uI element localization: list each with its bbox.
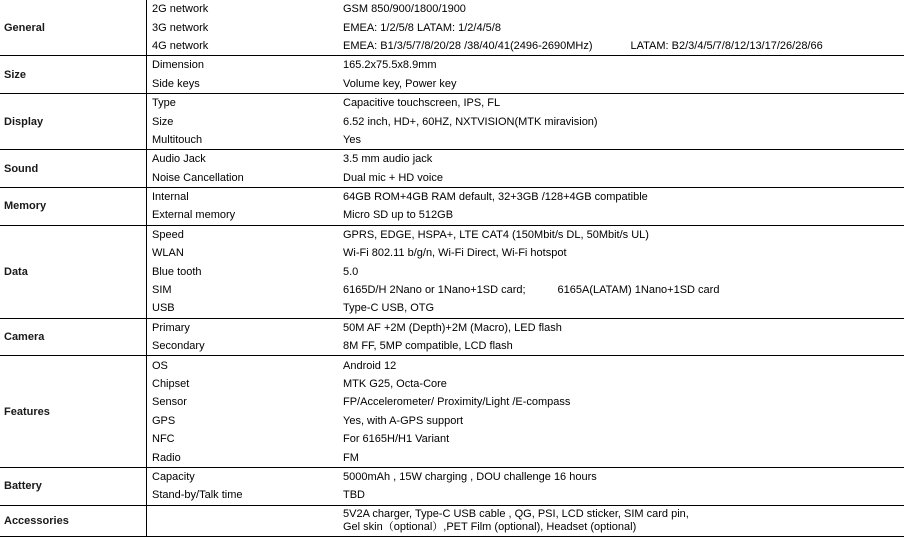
spec-key: 2G network <box>152 3 209 16</box>
section-category: Memory <box>0 187 147 225</box>
spec-value-text: For 6165H/H1 Variant <box>343 433 450 446</box>
spec-key: NFC <box>152 433 175 446</box>
spec-value <box>337 206 904 225</box>
spec-value <box>337 337 904 356</box>
spec-key: Secondary <box>152 340 205 353</box>
spec-row <box>0 93 904 112</box>
spec-value-text: 6.52 inch, HD+, 60HZ, NXTVISION(MTK miravision) <box>343 115 598 128</box>
spec-value <box>337 393 904 411</box>
spec-value <box>337 244 904 262</box>
spec-key: Capacity <box>147 467 338 486</box>
spec-key: Blue tooth <box>152 265 202 278</box>
spec-value <box>337 187 904 206</box>
spec-row <box>0 0 904 18</box>
spec-value <box>337 299 904 318</box>
spec-key: External memory <box>152 209 236 222</box>
spec-value <box>337 0 904 18</box>
spec-value-text: 5000mAh , 15W charging , DOU challenge 16 hours <box>343 470 597 483</box>
section-category: Display <box>0 93 147 149</box>
spec-key: Noise Cancellation <box>152 171 244 184</box>
section-category: Accessories <box>0 505 147 536</box>
spec-value-text: TBD <box>343 489 365 502</box>
spec-value-text: Dual mic + HD voice <box>343 171 443 184</box>
spec-value-text: 50M AF +2M (Depth)+2M (Macro), LED flash <box>343 321 562 334</box>
spec-value-text: Wi-Fi 802.11 b/g/n, Wi-Fi Direct, Wi-Fi hotspot <box>343 247 567 260</box>
spec-row <box>0 318 904 337</box>
spec-value-text: Micro SD up to 512GB <box>343 209 454 222</box>
spec-row <box>0 150 904 169</box>
spec-row <box>0 356 904 375</box>
spec-value <box>337 318 904 337</box>
spec-value-text: FP/Accelerometer/ Proximity/Light /E-compass <box>343 396 571 409</box>
spec-key: Stand-by/Talk time <box>152 489 243 502</box>
spec-row <box>0 467 904 486</box>
spec-row <box>0 187 904 206</box>
spec-row <box>0 505 904 536</box>
spec-key: Multitouch <box>152 133 203 146</box>
section-category: Battery <box>0 467 147 505</box>
spec-value-text: Type-C USB, OTG <box>343 302 435 315</box>
spec-value <box>337 448 904 467</box>
section-category: Size <box>0 56 147 94</box>
spec-key: OS <box>147 356 338 375</box>
spec-value <box>337 262 904 280</box>
spec-row <box>0 225 904 244</box>
spec-value-text: 6165D/H 2Nano or 1Nano+1SD card; <box>343 284 526 297</box>
spec-value <box>337 131 904 150</box>
spec-value-text: 5V2A charger, Type-C USB cable , QG, PSI, LCD sticker, SIM card pin, <box>343 507 689 520</box>
spec-value <box>337 56 904 75</box>
spec-key: Type <box>147 93 338 112</box>
spec-key: Side keys <box>152 77 200 90</box>
section-category: General <box>0 0 147 56</box>
spec-value-text: 8M FF, 5MP compatible, LCD flash <box>343 340 513 353</box>
section-category: Sound <box>0 150 147 188</box>
spec-key: SIM <box>152 284 172 297</box>
section-category: Camera <box>0 318 147 356</box>
spec-value-line2-text: Gel skin（optional）,PET Film (optional), Headset (optional) <box>343 520 637 533</box>
spec-value-text: FM <box>343 451 359 464</box>
spec-key: Speed <box>147 225 338 244</box>
spec-value <box>337 150 904 169</box>
spec-value-text: 64GB ROM+4GB RAM default, 32+3GB /128+4GB compatible <box>343 191 648 204</box>
spec-value <box>337 412 904 430</box>
spec-value-text: Volume key, Power key <box>343 77 457 90</box>
spec-value-text: EMEA: B1/3/5/7/8/20/28 /38/40/41(2496-2690MHz) <box>343 39 593 52</box>
spec-key: Sensor <box>152 396 187 409</box>
spec-key: Size <box>152 115 174 128</box>
spec-key: 3G network <box>152 21 209 34</box>
spec-key: USB <box>152 302 175 315</box>
spec-value <box>337 18 904 36</box>
spec-value-text: EMEA: 1/2/5/8 LATAM: 1/2/4/5/8 <box>343 21 501 34</box>
spec-key: 4G network <box>152 39 209 52</box>
spec-key: Dimension <box>147 56 338 75</box>
spec-value <box>337 169 904 188</box>
spec-value-secondary-text: 6165A(LATAM) 1Nano+1SD card <box>557 284 720 297</box>
spec-value-text: GSM 850/900/1800/1900 <box>343 3 466 16</box>
spec-key: Internal <box>147 187 338 206</box>
spec-key: WLAN <box>152 247 184 260</box>
spec-row <box>0 56 904 75</box>
spec-value <box>337 356 904 375</box>
spec-value <box>337 225 904 244</box>
section-category: Data <box>0 225 147 318</box>
spec-value <box>337 430 904 448</box>
spec-value-text: MTK G25, Octa-Core <box>343 378 447 390</box>
spec-key: Radio <box>152 451 181 464</box>
spec-value <box>337 505 904 536</box>
spec-value-text: Yes, with A-GPS support <box>343 414 464 427</box>
spec-value <box>337 93 904 112</box>
spec-value <box>337 37 904 56</box>
spec-value <box>337 75 904 94</box>
section-category: Features <box>0 356 147 467</box>
spec-value-text: GPRS, EDGE, HSPA+, LTE CAT4 (150Mbit/s DL, 50Mbit/s UL) <box>343 228 649 241</box>
spec-key: Audio Jack <box>147 150 338 169</box>
spec-value-text: 3.5 mm audio jack <box>343 153 433 166</box>
spec-value <box>337 112 904 130</box>
spec-value <box>337 375 904 393</box>
spec-value-text: 5.0 <box>343 265 359 278</box>
spec-value <box>337 486 904 505</box>
spec-value-text: Capacitive touchscreen, IPS, FL <box>343 97 501 110</box>
spec-key <box>147 505 338 536</box>
spec-value-text: Yes <box>343 133 361 146</box>
spec-value <box>337 467 904 486</box>
spec-value <box>337 281 904 299</box>
spec-value-text: 165.2x75.5x8.9mm <box>343 59 437 72</box>
spec-value-secondary-text: LATAM: B2/3/4/5/7/8/12/13/17/26/28/66 <box>630 39 823 52</box>
spec-key: GPS <box>152 414 176 427</box>
spec-key: Chipset <box>152 378 190 390</box>
spec-key: Primary <box>147 318 338 337</box>
spec-value-text: Android 12 <box>343 359 397 372</box>
